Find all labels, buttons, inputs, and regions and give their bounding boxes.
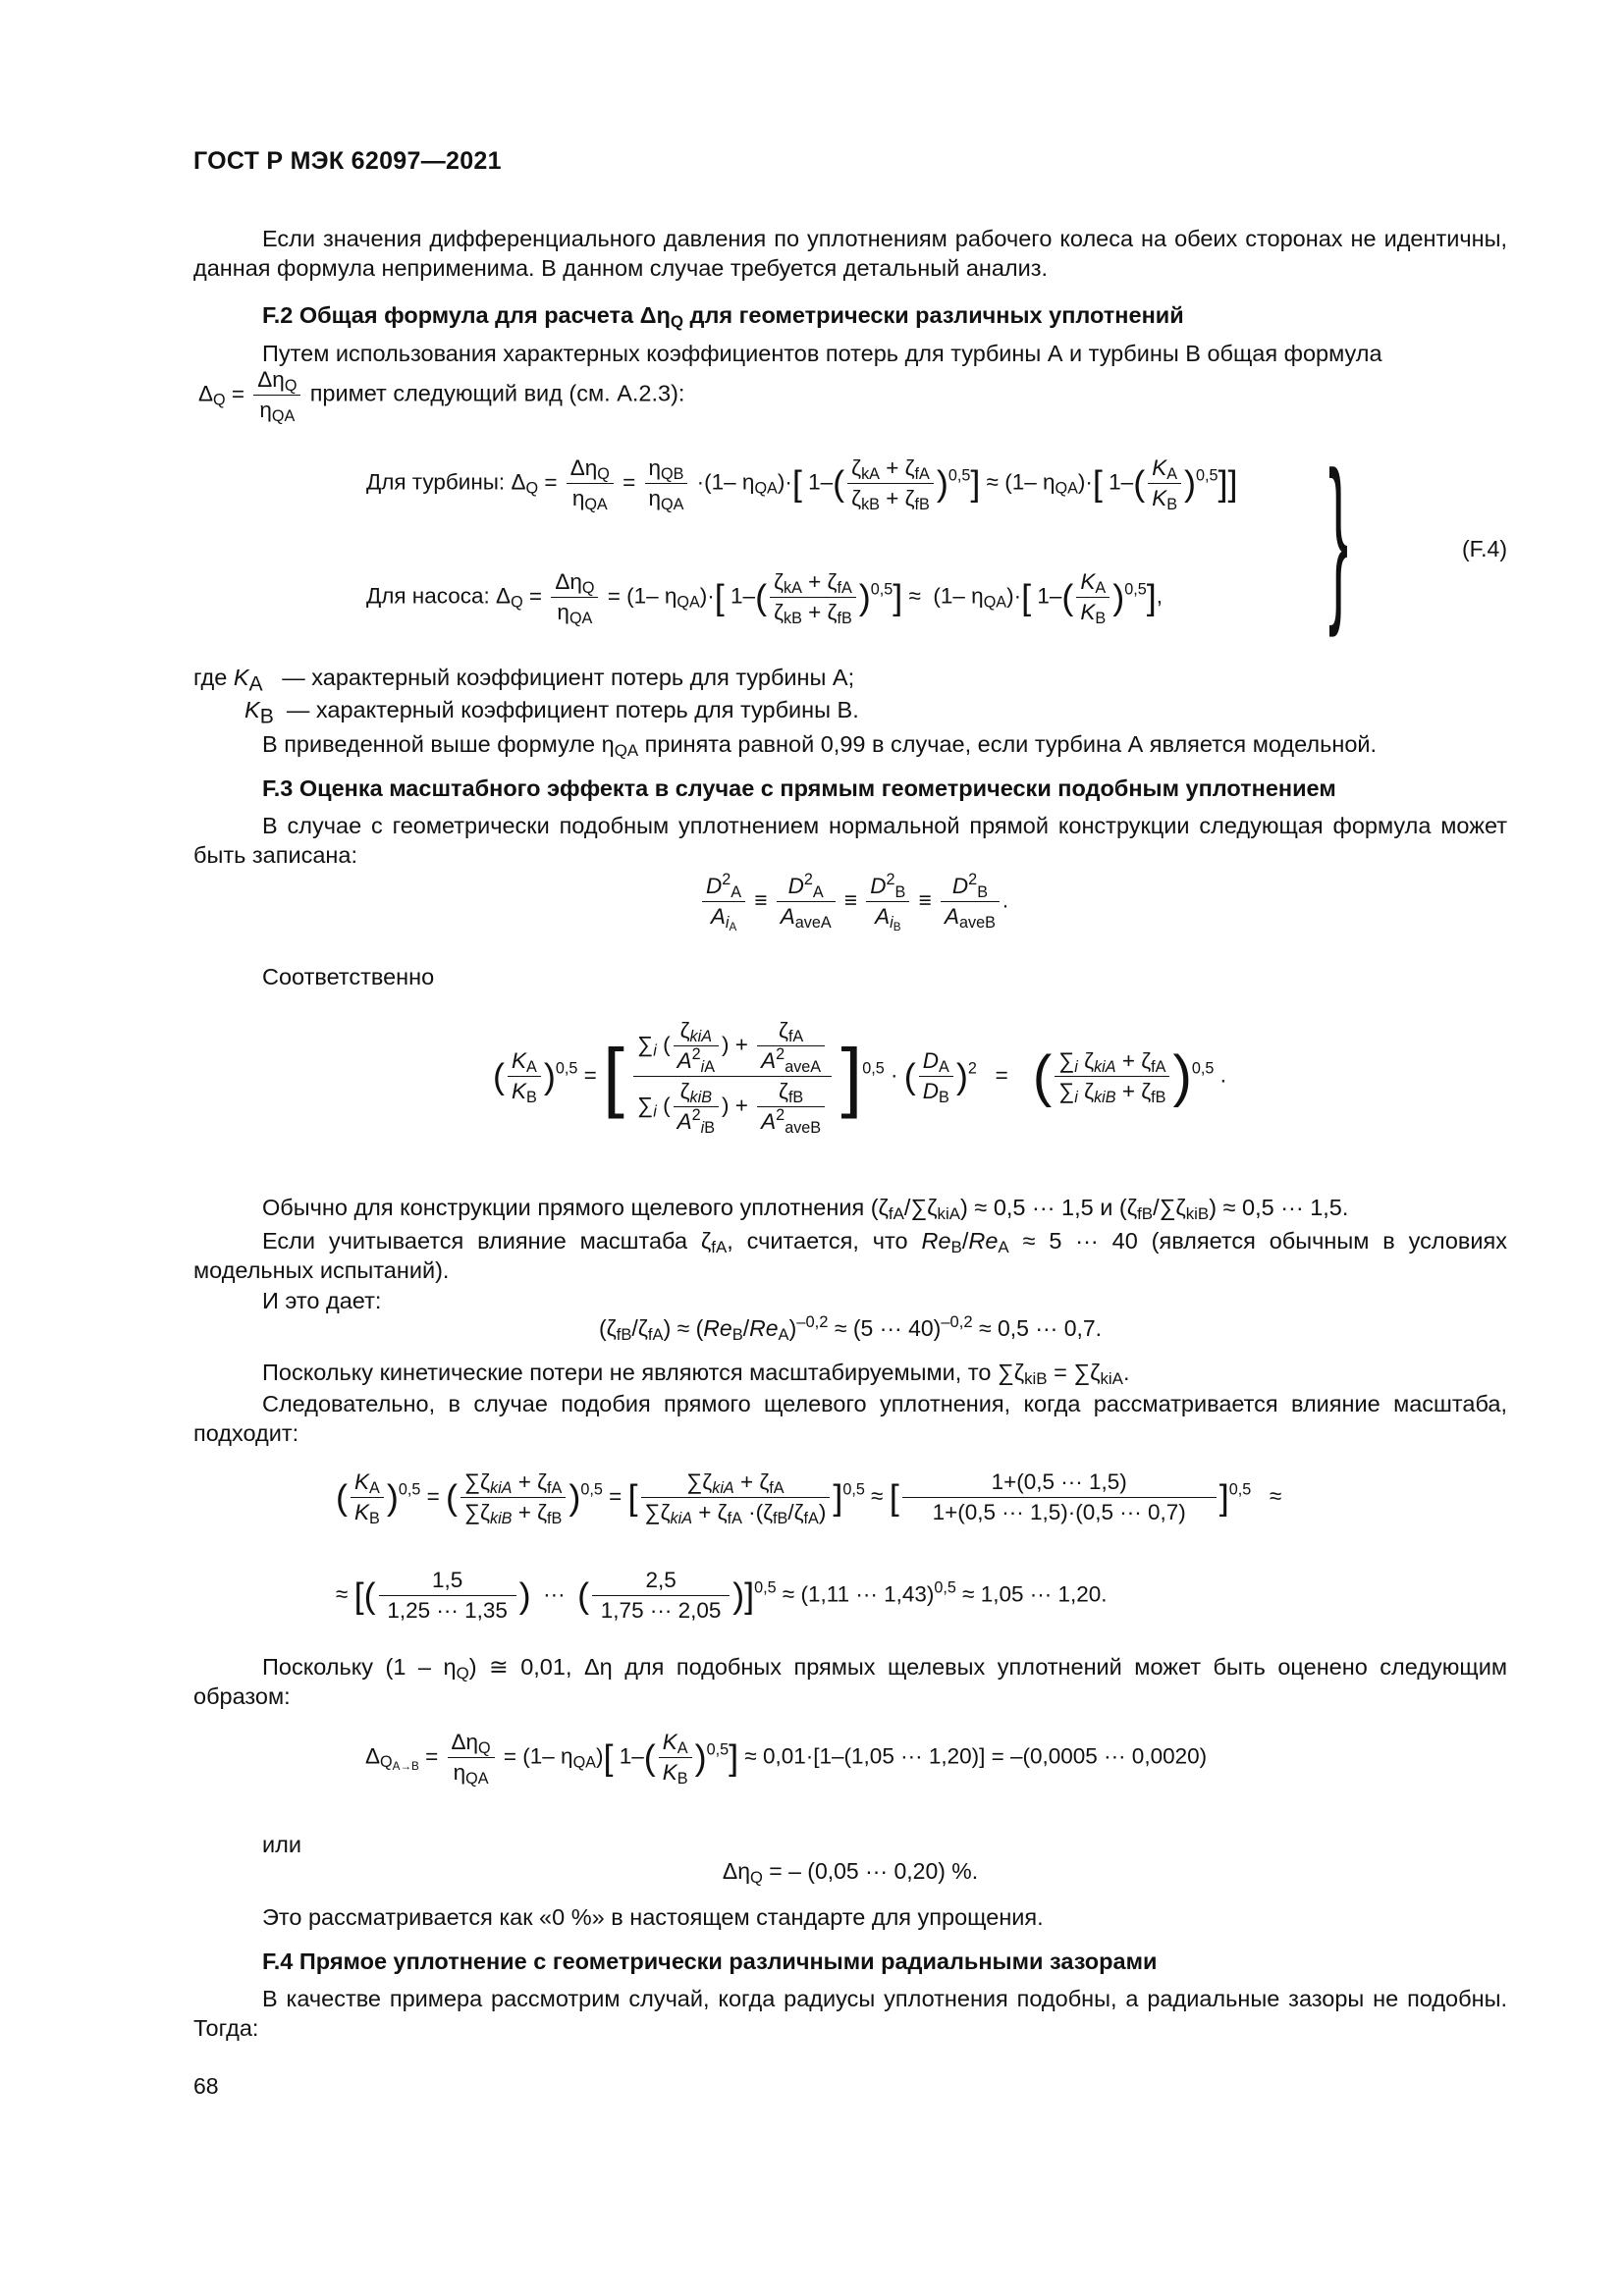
paragraph-typical-ratio: Обычно для конструкции прямого щелевого уплотнения $(\zeta_{fA}/\sum\zeta_{kiA}) \approx 0,5$ ··· 1,5 и $(\zeta_{fB}/\sum\zeta_{kiB}) \approx 0,5$ ··· 1,5. (262, 1195, 1349, 1224)
paragraph-f4: В качестве примера рассмотрим случай, когда радиусы уплотнения подобны, а радиальные зазоры не подобны. Тогда: (193, 1986, 1507, 2041)
paragraph-f3: В случае с геометрически подобным уплотнением нормальной прямой конструкции следующая формула может быть записана: (193, 813, 1507, 868)
paragraph-consequently: Следовательно, в случае подобия прямого щелевого уплотнения, когда рассматривается влияние масштаба, подходит: (193, 1391, 1507, 1446)
paragraph-intro: Если значения дифференциального давления по уплотнениям рабочего колеса на обеих сторонах не идентичны, данная формула неприменима. В данном случае требуется детальный анализ. (193, 226, 1507, 281)
formula-delta-eta-q: $\Delta\eta_Q$ = – (0,05 ··· 0,20) %. (722, 1858, 979, 1888)
formula-delta-q-def: $\Delta_Q$ = $\frac{\Delta\eta_Q}{\eta_{QA}}$ примет следующий вид (см. А.2.3): (198, 367, 685, 426)
equation-number-f4: (F.4) (1462, 536, 1507, 561)
paragraph-scale-influence: Если учитывается влияние масштаба $\zeta_{fA}$, считается, что $Re_B/Re_A \approx 5$ ··· 40 (является обычным в условиях модельных испытаний). (193, 1228, 1508, 1283)
formula-turbine: Для турбины: $\Delta_Q$ = $\frac{\Delta\eta_Q}{\eta_{QA}}$ = $\frac{\eta_{QB}}{\eta_{QA}}$ ·(1– $\eta_{QA})\cdot$[ 1–( $\frac{\zeta_{kA} + \zeta_{fA}}{\zeta_{kB} + \zeta_{fB}}$ )$^{0,5}$] ≈ (1– $\eta_{QA})\cdot$[ 1–( $\frac{K_A}{K_B}$ )$^{0,5}$]] (366, 455, 1238, 514)
paragraph-or: или (262, 1832, 301, 1857)
system-brace: } (1328, 434, 1349, 639)
section-heading-f2: F.2 Общая формула для расчета $\Delta\eta_Q$ для геометрически различных уплотнений (262, 302, 1184, 332)
paragraph-this-gives: И это дает: (262, 1288, 382, 1313)
paragraph-f2: Путем использования характерных коэффициентов потерь для турбины А и турбины В общая формула (262, 341, 1382, 366)
section-heading-f4: F.4 Прямое уплотнение с геометрически различными радиальными зазорами (262, 1949, 1158, 1974)
paragraph-accordingly: Соответственно (262, 964, 435, 989)
formula-dq-a-to-b: $\Delta_{Q_{A\to B}}$ = $\frac{\Delta\eta_Q}{\eta_{QA}}$ = (1– $\eta_{QA}$)[ 1–( $\frac{K_A}{K_B}$ )$^{0,5}$] ≈ 0,01·[1–(1,05 ··· 1,20)] = –(0,0005 ··· 0,0020) (365, 1730, 1208, 1789)
definition-kb: $K_B$ — характерный коэффициент потерь для турбины В. (244, 697, 859, 728)
formula-reynolds-scale: $(\zeta_{fB}/\zeta_{fA}) \approx (Re_B/Re_A)^{-0,2} \approx (5$ ··· 40)$^{-0,2}$ ≈ 0,5 ··· 0,7. (598, 1311, 1103, 1345)
formula-pump: Для насоса: $\Delta_Q$ = $\frac{\Delta\eta_Q}{\eta_{QA}}$ = (1– $\eta_{QA})\cdot$[ 1–( $\frac{\zeta_{kA} + \zeta_{fA}}{\zeta_{kB} + \zeta_{fB}}$ )$^{0,5}$] ≈ (1– $\eta_{QA})\cdot$[ 1–( $\frac{K_A}{K_B}$ )$^{0,5}$], (366, 569, 1164, 628)
document-header: ГОСТ Р МЭК 62097—2021 (193, 147, 502, 175)
formula-ka-kb-estimate-2: ≈ [( $\frac{1,5}{1,25 \cdot\cdot\cdot 1,35}$ ) ··· ( $\frac{2,5}{1,75 \cdot\cdot\cdot 2,05}$ )]$^{0,5}$ ≈ (1,11 ··· 1,43)$^{0,5}$ ≈ 1,05 ··· 1,20. (336, 1568, 1108, 1623)
formula-ka-kb-ratio: ( $\frac{K_A}{K_B}$ )$^{0,5}$ = [ $\sum_i$ ( $\frac{\zeta_{kiA}}{A^2_{iA}}$ ) + $\frac{\zeta_{fA}}{A^2_{aveA}}$ $\sum_i$ ( $\frac{\zeta_{kiB}}{A^2_{iB}}$ ) + $\frac{\zeta_{fB}}{A^2_{aveB}}$ ]$^{0,5}$ · ( $\frac{D_A}{D_B}$ )$^2$ = ( $\frac{\sum_i \zeta_{kiA} + \zeta_{fA}}{\sum_i \zeta_{kiB} + \zeta_{fB}}$ )$^{0,5}$ . (493, 1018, 1226, 1138)
document-page (193, 0, 1507, 2296)
definition-ka: где $K_A$ — характерный коэффициент потерь для турбины А; (193, 665, 855, 696)
paragraph-zero-percent: Это рассматривается как «0 %» в настоящем стандарте для упрощения. (262, 1904, 1044, 1930)
paragraph-kinetic-losses: Поскольку кинетические потери не являются масштабируемыми, то $\sum\zeta_{kiB} = \sum\zeta_{kiA}$. (262, 1360, 1130, 1389)
section-heading-f3: F.3 Оценка масштабного эффекта в случае с прямым геометрически подобным уплотнением (262, 775, 1336, 801)
paragraph-estimate: Поскольку $(1 - \eta_Q)$ ≅ 0,01, Δη для подобных прямых щелевых уплотнений может быть оценено следующим образом: (193, 1654, 1508, 1709)
formula-similarity: $\frac{D^2_A}{A_{i_A}}$ ≡ $\frac{D^2_A}{A_{aveA}}$ ≡ $\frac{D^2_B}{A_{i_B}}$ ≡ $\frac{D^2_B}{A_{aveB}}$ . (699, 872, 1008, 932)
paragraph-eta-qa: В приведенной выше формуле $\eta_{QA}$ принята равной 0,99 в случае, если турбина А является модельной. (262, 731, 1378, 761)
formula-ka-kb-estimate-1: ( $\frac{K_A}{K_B}$ )$^{0,5}$ = ( $\frac{\sum\zeta_{kiA} + \zeta_{fA}}{\sum\zeta_{kiB} + \zeta_{fB}}$ )$^{0,5}$ = [ $\frac{\sum\zeta_{kiA} + \zeta_{fA}}{\sum\zeta_{kiA} + \zeta_{fA} \cdot(\zeta_{fB}/\zeta_{fA})}$ ]$^{0,5}$ ≈ [ $\frac{1+(0,5 \cdot\cdot\cdot 1,5)}{1+(0,5 \cdot\cdot\cdot 1,5)\cdot(0,5 \cdot\cdot\cdot 0,7)}$ ]$^{0,5}$ ≈ (336, 1469, 1282, 1528)
page-number: 68 (193, 2073, 219, 2099)
